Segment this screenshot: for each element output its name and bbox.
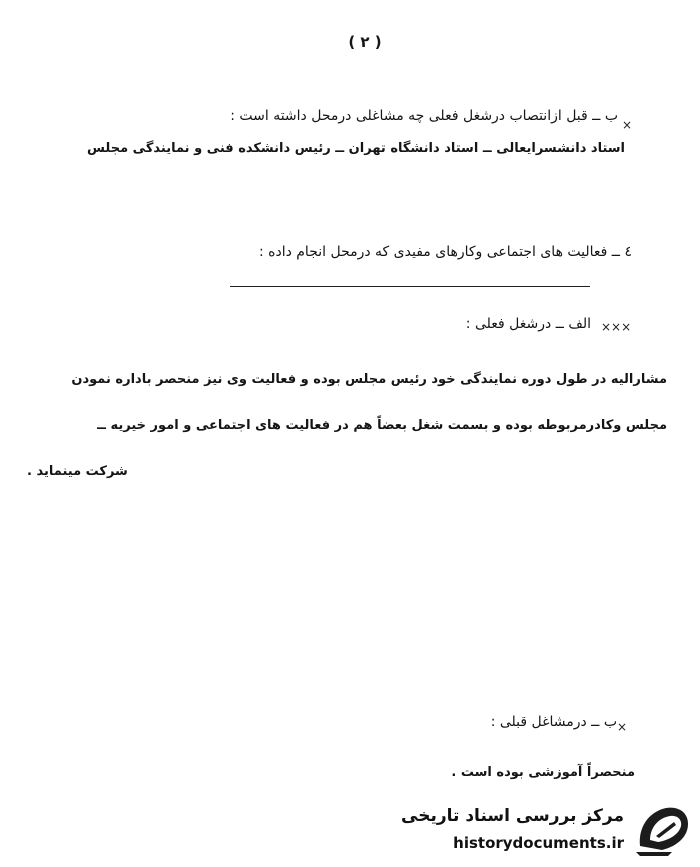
archive-emblem-icon [632,802,692,858]
question-social-activities: ٤ ــ فعالیت های اجتماعی وکارهای مفیدی که درمحل انجام داده : [258,244,632,260]
answer-previous-jobs: منحصراً آموزشی بوده است . [451,765,635,780]
question-current-job: الف ــ درشغل فعلی : [465,316,591,332]
question-previous-positions: ب ــ قبل ازانتصاب درشغل فعلی چه مشاغلی درمحل داشته است : [230,108,618,124]
watermark-title: مرکز بررسی اسناد تاریخی [401,806,624,826]
section-marker: × [622,118,633,132]
answer-previous-positions: استاد دانشسرایعالی ــ استاد دانشگاه تهران ــ رئیس دانشکده فنی و نمایندگی مجلس [87,141,625,156]
question-previous-jobs: ب ــ درمشاغل قبلی : [490,714,617,730]
answer-line-1: مشارالیه در طول دوره نمایندگی خود رئیس مجلس بوده و فعالیت وی نیز منحصر باداره نمودن [71,372,667,387]
watermark-url: historydocuments.ir [453,834,624,852]
underline-divider [230,286,590,287]
section-marker: × [617,720,628,734]
section-marker: ××× [601,320,632,334]
watermark-logo [401,800,696,860]
page-number: ( ۲ ) [348,33,382,51]
answer-line-3: شرکت مینماید . [27,464,128,479]
answer-line-2: مجلس وکادرمربوطه بوده و بسمت شغل بعضاً هم در فعالیت های اجتماعی و امور خیریه ــ [97,418,667,433]
